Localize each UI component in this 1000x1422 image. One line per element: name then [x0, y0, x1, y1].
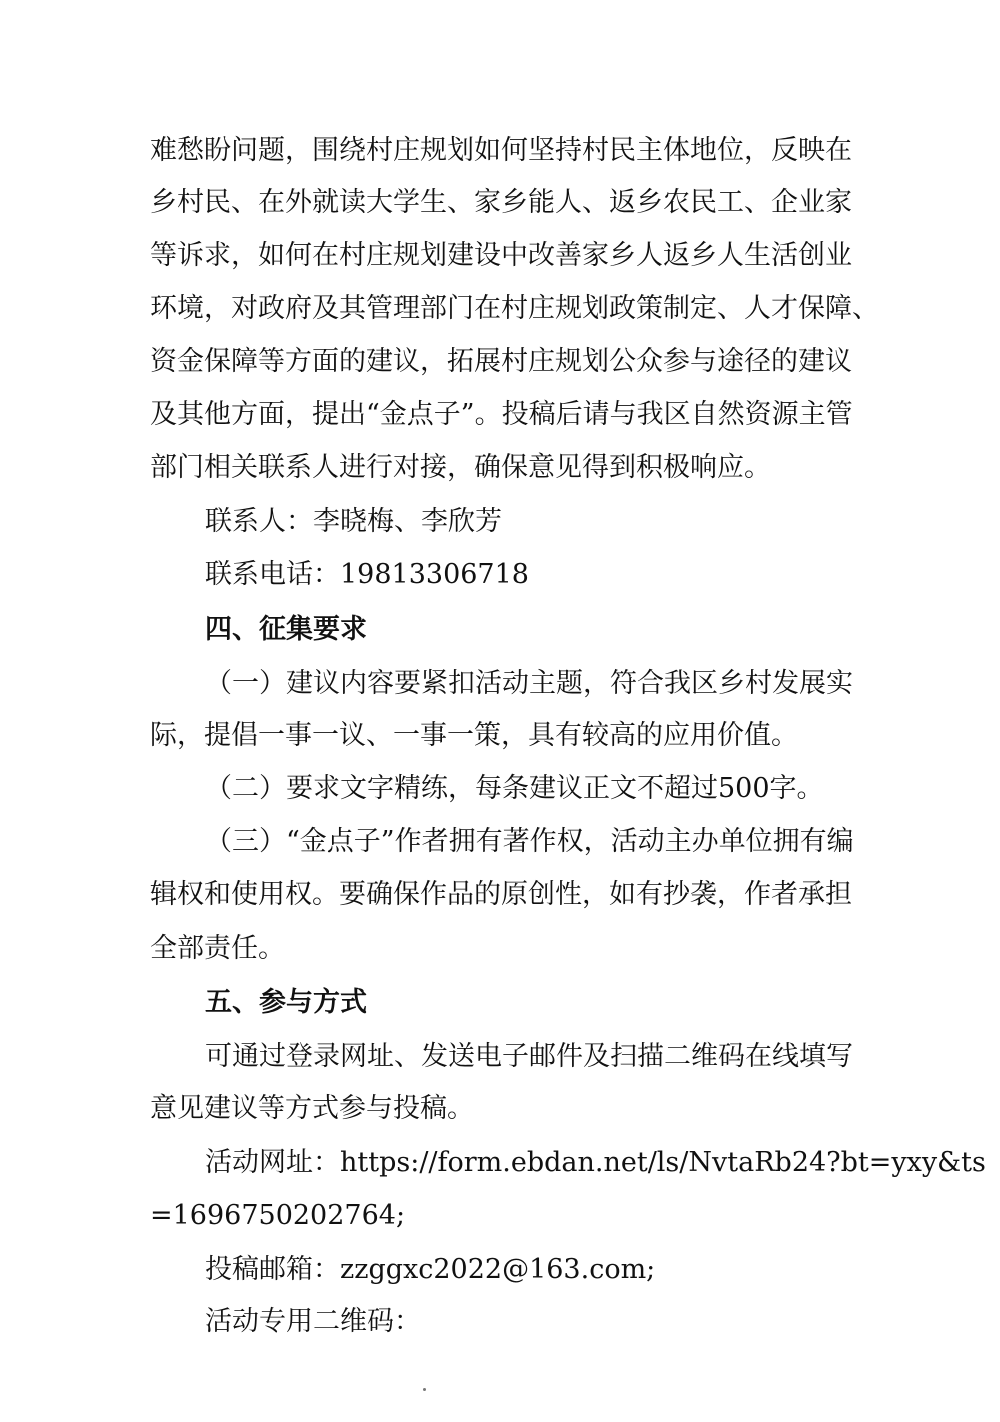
section-heading-participation: 五、参与方式: [205, 987, 367, 1018]
email-line: 投稿邮箱：zzggxc2022@163.com;: [205, 1254, 656, 1285]
scan-speck: [423, 1388, 426, 1391]
paragraph-line: 等诉求，如何在村庄规划建设中改善家乡人返乡人生活创业: [150, 240, 852, 271]
participation-intro-line: 意见建议等方式参与投稿。: [150, 1093, 474, 1124]
paragraph-line: 环境，对政府及其管理部门在村庄规划政策制定、人才保障、: [150, 293, 879, 324]
qr-code-label: 活动专用二维码：: [205, 1306, 421, 1337]
requirement-3-line: （三）“金点子”作者拥有著作权，活动主办单位拥有编: [205, 826, 854, 857]
requirement-1-line: 际，提倡一事一议、一事一策，具有较高的应用价值。: [150, 720, 798, 751]
paragraph-line: 部门相关联系人进行对接，确保意见得到积极响应。: [150, 452, 771, 483]
paragraph-line: 及其他方面，提出“金点子”。投稿后请与我区自然资源主管: [150, 399, 853, 430]
website-line: =1696750202764;: [150, 1200, 406, 1231]
participation-intro-line: 可通过登录网址、发送电子邮件及扫描二维码在线填写: [205, 1041, 853, 1072]
website-line: 活动网址：https://form.ebdan.net/ls/NvtaRb24?bt=yxy&ts: [205, 1147, 986, 1178]
requirement-1-line: （一）建议内容要紧扣活动主题，符合我区乡村发展实: [205, 668, 853, 699]
paragraph-line: 乡村民、在外就读大学生、家乡能人、返乡农民工、企业家: [150, 187, 852, 218]
contact-persons: 联系人：李晓梅、李欣芳: [205, 506, 502, 537]
paragraph-line: 难愁盼问题，围绕村庄规划如何坚持村民主体地位，反映在: [150, 135, 852, 166]
contact-phone: 联系电话：19813306718: [205, 559, 529, 590]
requirement-3-line: 全部责任。: [150, 933, 285, 964]
section-heading-requirements: 四、征集要求: [205, 614, 367, 645]
requirement-3-line: 辑权和使用权。要确保作品的原创性，如有抄袭，作者承担: [150, 879, 852, 910]
paragraph-line: 资金保障等方面的建议，拓展村庄规划公众参与途径的建议: [150, 346, 852, 377]
requirement-2-line: （二）要求文字精练，每条建议正文不超过500字。: [205, 773, 824, 804]
